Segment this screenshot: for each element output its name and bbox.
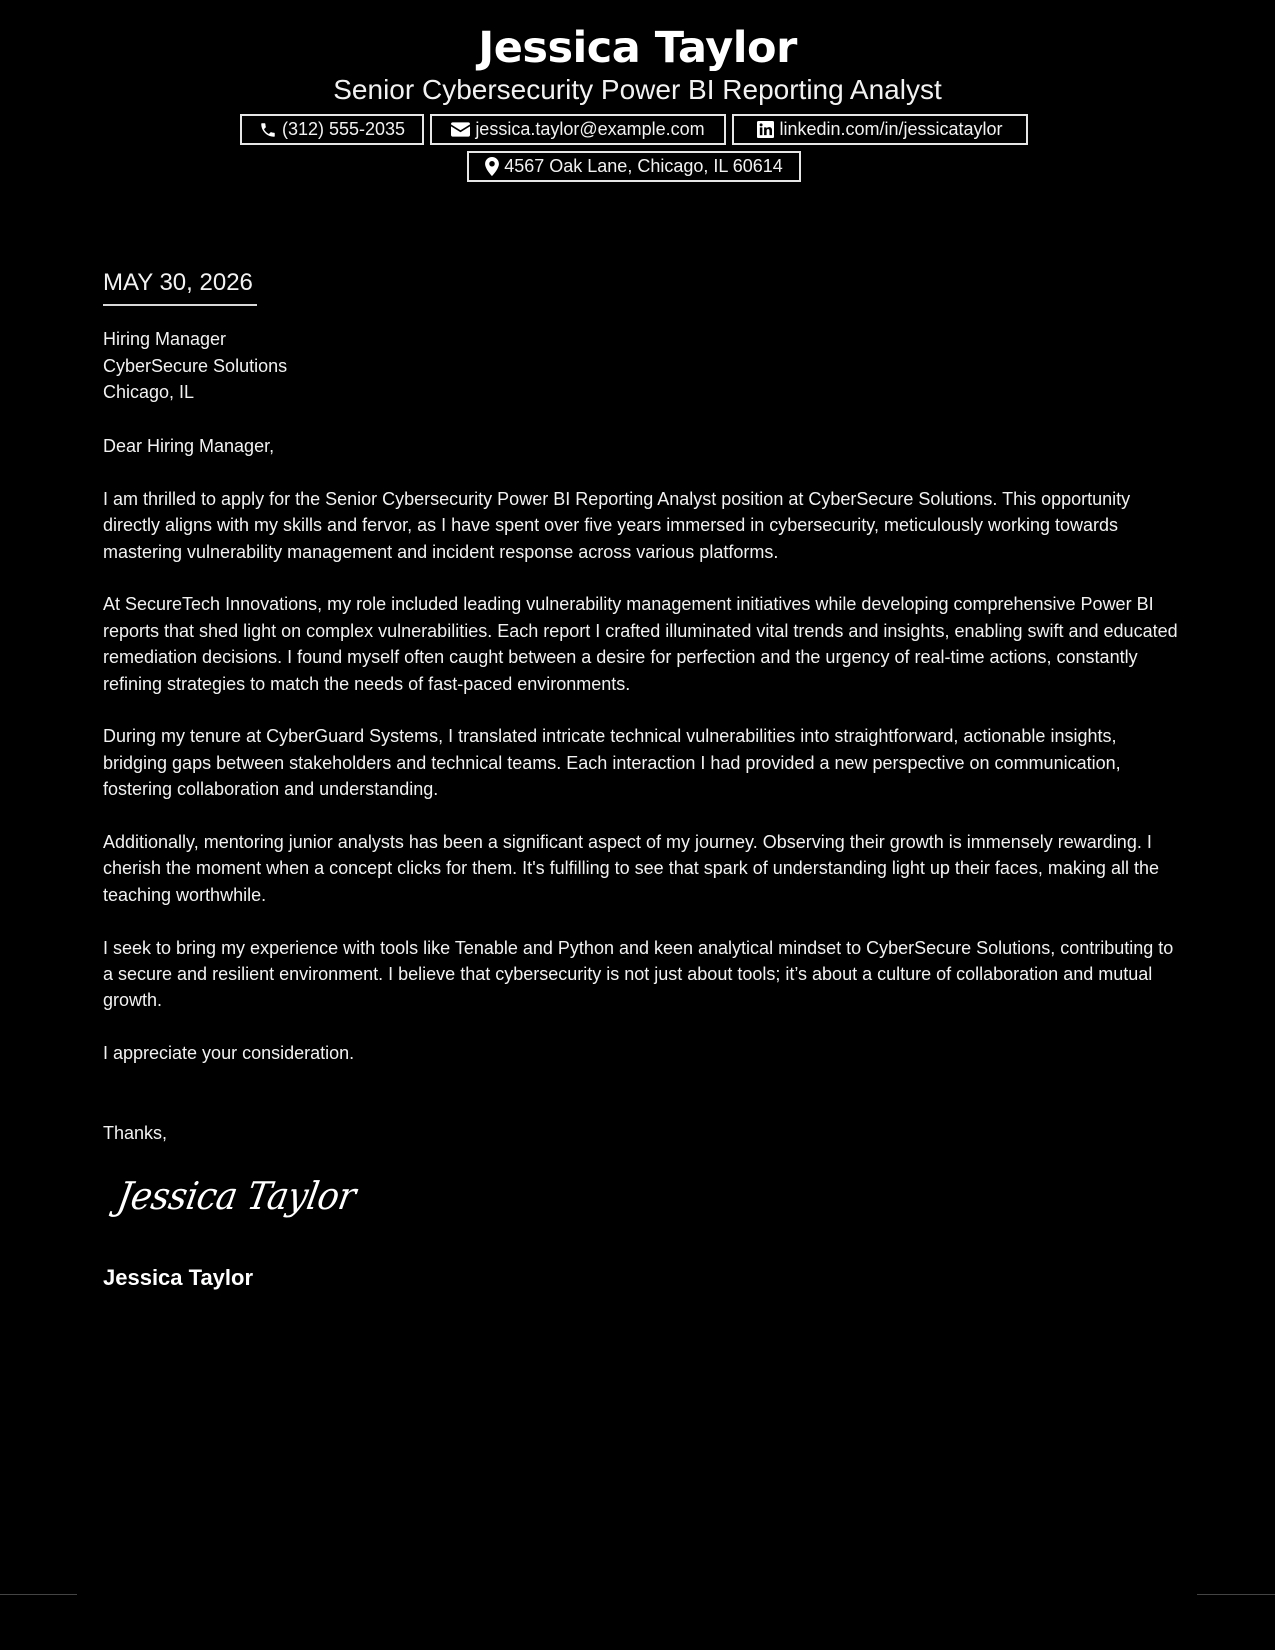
address-text: 4567 Oak Lane, Chicago, IL 60614 — [504, 156, 783, 176]
footer-divider — [1197, 1594, 1275, 1595]
body-paragraph: I am thrilled to apply for the Senior Cybersecurity Power BI Reporting Analyst position at CyberSecure Solutions. This opportunity directly aligns with my skills and fervor, as I have spent over five years immersed in cybersecurity, meticulously working towards mastering vulnerability management and incident response across various platforms. — [103, 488, 1131, 562]
date-underline — [103, 304, 257, 306]
letter-date: MAY 30, 2026 — [103, 269, 253, 296]
body-paragraph: I appreciate your consideration. — [103, 1043, 355, 1064]
body-paragraph: Additionally, mentoring junior analysts has been a significant aspect of my journey. Observing their growth is immensely rewarding. I cherish the moment when a concept clicks for them. It's fulfilling to see that spark of understanding light up their faces, making all the teaching worthwhile. — [103, 832, 1159, 905]
recipient-block — [103, 326, 287, 406]
phone-text: (312) 555-2035 — [281, 119, 406, 139]
applicant-title: Senior Cybersecurity Power BI Reporting Analyst — [333, 74, 942, 105]
contact-row — [0, 151, 1275, 182]
linkedin-text: linkedin.com/in/jessicataylor — [779, 119, 1003, 139]
contact-row — [0, 114, 1275, 145]
handwritten-signature: Jessica Taylor — [114, 1174, 359, 1218]
map-marker-icon — [485, 157, 499, 176]
recipient-location: Chicago, IL — [103, 382, 195, 402]
recipient-name: Hiring Manager — [103, 329, 227, 349]
contact-address[interactable] — [467, 151, 801, 182]
printed-name: Jessica Taylor — [103, 1265, 254, 1290]
body-paragraph: During my tenure at CyberGuard Systems, I translated intricate technical vulnerabilities into straightforward, actionable insights, bridging gaps between stakeholders and technical teams. Each interaction I had provided a new perspective on communication, fostering collaboration and understanding. — [103, 726, 1121, 800]
envelope-icon — [451, 122, 470, 137]
footer-divider — [0, 1594, 77, 1595]
letter-body — [103, 433, 1183, 1093]
phone-icon — [259, 121, 277, 139]
recipient-company: CyberSecure Solutions — [103, 355, 288, 376]
contact-phone[interactable] — [240, 114, 424, 145]
contact-linkedin[interactable] — [732, 114, 1028, 145]
email-text: jessica.taylor@example.com — [475, 119, 705, 139]
salutation: Dear Hiring Manager, — [103, 436, 275, 456]
linkedin-icon — [757, 121, 774, 138]
body-paragraph: I seek to bring my experience with tools like Tenable and Python and keen analytical mindset to CyberSecure Solutions, contributing to a secure and resilient environment. I believe that cybersecurity is not just about tools; it’s about a culture of collaboration and mutual growth. — [103, 937, 1174, 1011]
closing: Thanks, — [103, 1123, 168, 1143]
contact-email[interactable] — [430, 114, 726, 145]
applicant-name: Jessica Taylor — [478, 23, 797, 73]
body-paragraph: At SecureTech Innovations, my role included leading vulnerability management initiatives while developing comprehensive Power BI reports that shed light on complex vulnerabilities. Each report I crafted illuminated vital trends and insights, enabling swift and educated remediation decisions. I found myself often caught between a desire for perfection and the urgency of real-time actions, constantly refining strategies to match the needs of fast-paced environments. — [103, 594, 1178, 694]
